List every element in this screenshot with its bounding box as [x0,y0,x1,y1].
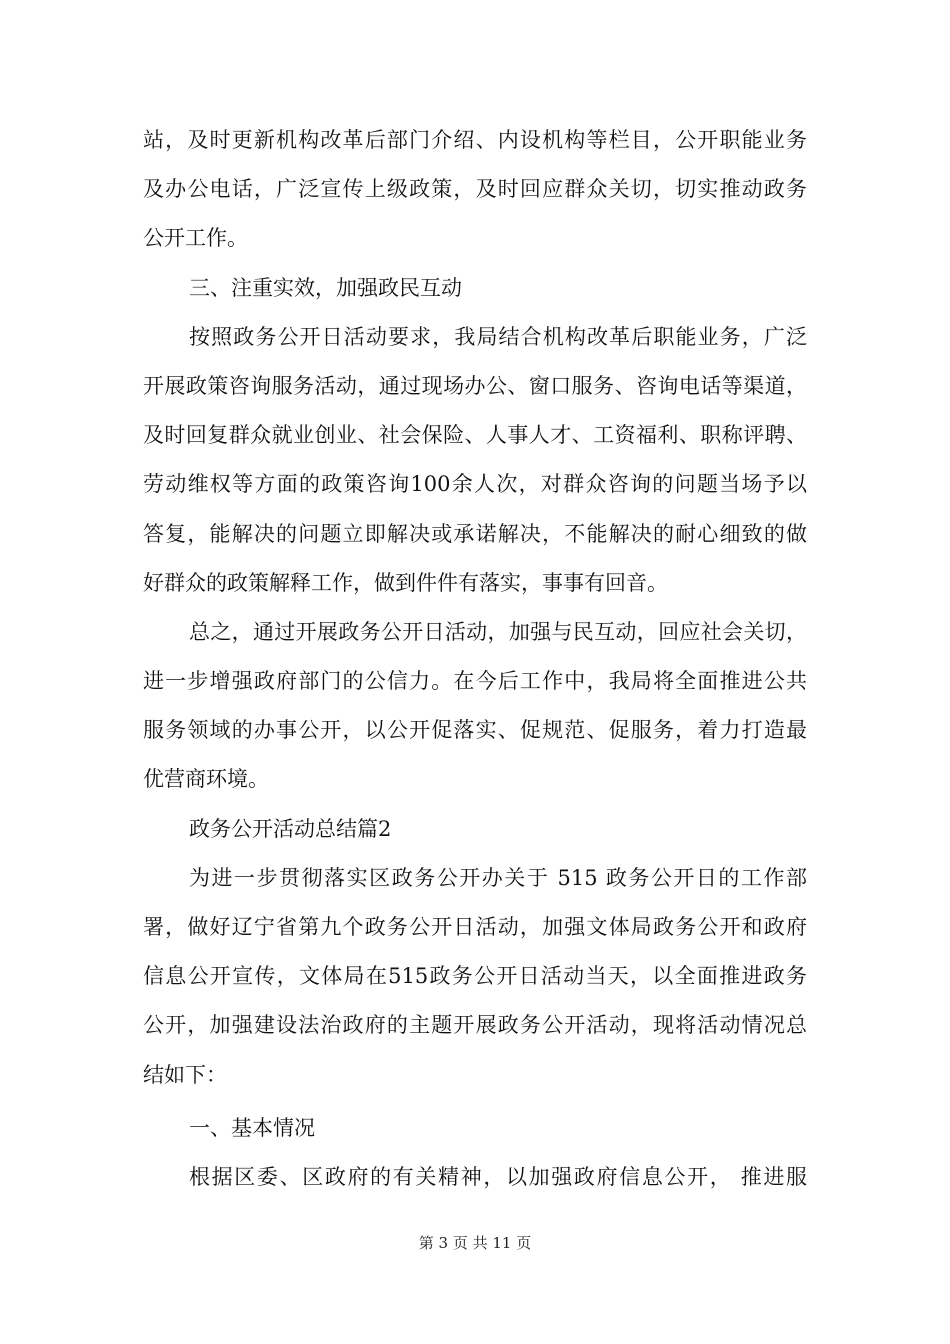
text-line: 站，及时更新机构改革后部门介绍、内设机构等栏目，公开职能业务 [143,128,807,152]
text-line: 及办公电话，广泛宣传上级政策，及时回应群众关切，切实推动政务 [143,177,807,202]
page-number-label: 第 3 页 共 11 页 [418,1234,532,1252]
text-line: 优营商环境。 [143,767,269,792]
text-line: 服务领域的办事公开，以公开促落实、促规范、促服务，着力打造最 [143,718,807,743]
text-line: 公开工作。 [143,226,248,251]
article-title: 政务公开活动总结篇2 [189,816,392,841]
text-line: 及时回复群众就业创业、社会保险、人事人才、工资福利、职称评聘、 [143,423,807,448]
text-line: 劳动维权等方面的政策咨询100余人次，对群众咨询的问题当场予以 [143,472,807,497]
text-line: 为进一步贯彻落实区政务公开办关于 515 政务公开日的工作部 [189,865,807,890]
text-line: 开展政策咨询服务活动，通过现场办公、窗口服务、咨询电话等渠道， [143,373,807,398]
text-line: 按照政务公开日活动要求，我局结合机构改革后职能业务，广泛 [189,324,807,349]
text-line: 总之，通过开展政务公开日活动，加强与民互动，回应社会关切， [189,619,807,644]
text-line: 公开，加强建设法治政府的主题开展政务公开活动，现将活动情况总 [143,1013,807,1038]
text-line: 进一步增强政府部门的公信力。在今后工作中，我局将全面推进公共 [143,669,807,694]
text-line: 答复，能解决的问题立即解决或承诺解决，不能解决的耐心细致的做 [143,521,807,546]
text-line: 根据区委、区政府的有关精神，以加强政府信息公开， 推进服 [189,1164,807,1189]
page-footer [0,1232,950,1253]
section-heading: 三、注重实效，加强政民互动 [189,275,462,300]
text-line: 信息公开宣传，文体局在515政务公开日活动当天，以全面推进政务 [143,964,807,989]
section-heading: 一、基本情况 [189,1115,315,1140]
document-body [143,116,807,1202]
text-line: 好群众的政策解释工作，做到件件有落实，事事有回音。 [143,570,668,595]
text-line: 结如下： [143,1062,227,1087]
text-line: 署，做好辽宁省第九个政务公开日活动，加强文体局政务公开和政府 [143,915,807,939]
